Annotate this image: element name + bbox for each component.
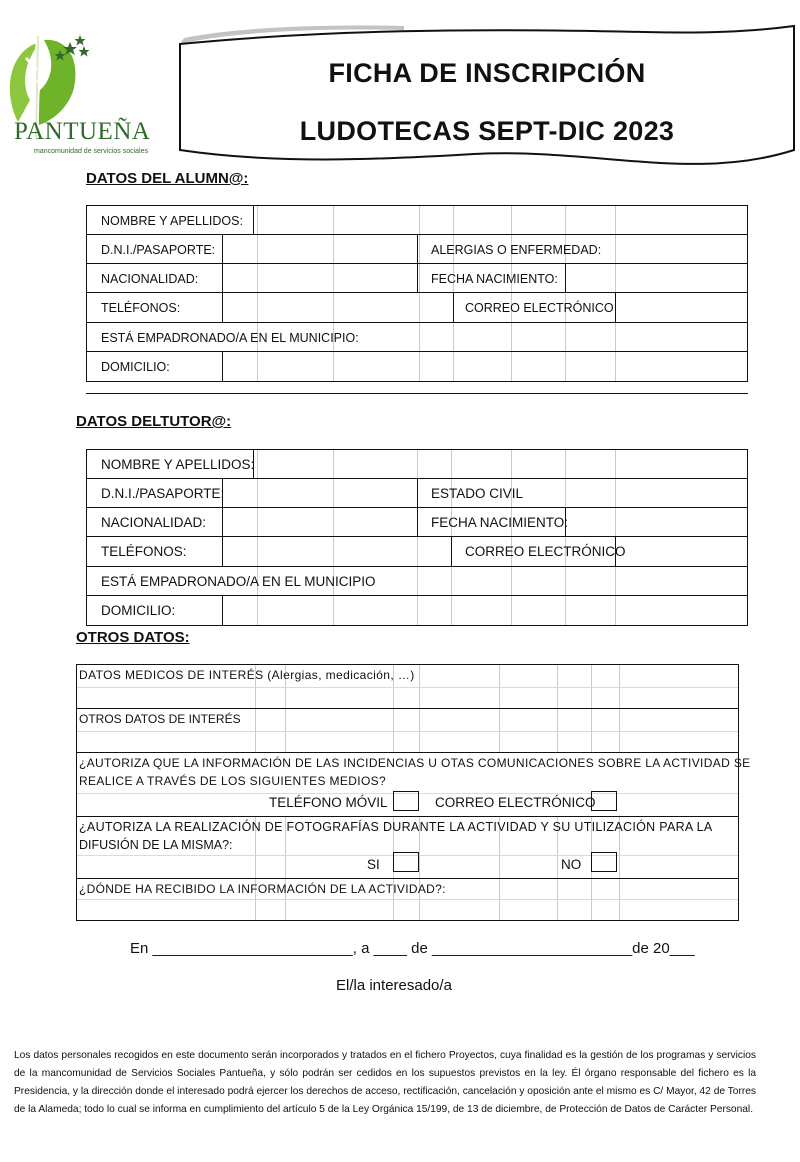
section-divider: [86, 393, 748, 394]
label-autoriza-medios-2: REALICE A TRAVÉS DE LOS SIGUIENTES MEDIOS?: [79, 774, 387, 788]
alumno-row-dni: [87, 235, 747, 264]
tutor-heading: DATOS DELTUTOR@:: [76, 413, 232, 430]
checkbox-no[interactable]: [591, 852, 617, 872]
page-subtitle: LUDOTECAS SEPT-DIC 2023: [299, 116, 675, 146]
page-title: FICHA DE INSCRIPCIÓN: [328, 58, 646, 88]
otros-heading: OTROS DATOS:: [76, 629, 190, 646]
label-dni: D.N.I./PASAPORTE:: [101, 486, 225, 501]
alumno-row-nacionalidad: [87, 264, 747, 293]
tutor-row-nacionalidad: [87, 508, 747, 537]
label-si: SI: [367, 857, 380, 872]
label-fecha-nacimiento: FECHA NACIMIENTO:: [431, 515, 569, 530]
label-nombre: NOMBRE Y APELLIDOS:: [101, 457, 255, 472]
alumno-table: [86, 205, 748, 382]
alumno-row-domicilio: [87, 352, 747, 381]
tutor-row-dni: [87, 479, 747, 508]
label-otros-interes: OTROS DATOS DE INTERÉS: [79, 712, 241, 726]
otros-row-medios: [77, 753, 751, 817]
privacy-notice: Los datos personales recogidos en este documento serán incorporados y tratados en el fichero Proyectos, cuya finalidad es la gestión de los programas y servicios de la mancomunidad de Servicios Sociales Pantueña, y sólo podrán ser cedidos en los supuestos previstos en la ley. Él órgano responsable del fichero es la Presidencia, y la dirección donde el interesado podrá ejercer los derechos de acceso, rectificación, cancelación y oposición ante el mismo es C/ Mayor, 42 de Torres de la Alameda; todo lo cual se informa en cumplimiento del artículo 5 de la Ley Orgánica 15/199, de 13 de diciembre, de Protección de Datos de Carácter Personal.: [14, 1050, 756, 1115]
alumno-row-nombre: [87, 206, 747, 235]
label-domicilio: DOMICILIO:: [101, 603, 176, 618]
logo-tagline: mancomunidad de servicios sociales: [34, 148, 148, 155]
label-donde-informacion: ¿DÓNDE HA RECIBIDO LA INFORMACIÓN DE LA ACTIVIDAD?:: [79, 882, 446, 896]
tutor-row-telefonos: [87, 537, 747, 567]
label-autoriza-fotos-1: ¿AUTORIZA LA REALIZACIÓN DE FOTOGRAFÍAS DURANTE LA ACTIVIDAD Y SU UTILIZACIÓN PARA LA: [79, 820, 713, 834]
signature-label: El/la interesado/a: [336, 977, 452, 994]
checkbox-correo-electronico[interactable]: [591, 791, 617, 811]
label-domicilio: DOMICILIO:: [101, 360, 170, 374]
label-correo: CORREO ELECTRÓNICO: [465, 544, 626, 559]
alumno-row-empadronado: [87, 323, 747, 352]
tutor-row-empadronado: [87, 567, 747, 596]
label-estado-civil: ESTADO CIVIL: [431, 486, 524, 501]
label-autoriza-fotos-2: DIFUSIÓN DE LA MISMA?:: [79, 838, 233, 852]
tutor-row-nombre: [87, 450, 747, 479]
label-fecha-nacimiento: FECHA NACIMIENTO:: [431, 272, 558, 286]
label-empadronado: ESTÁ EMPADRONADO/A EN EL MUNICIPIO:: [101, 331, 359, 345]
label-nacionalidad: NACIONALIDAD:: [101, 272, 199, 286]
label-empadronado: ESTÁ EMPADRONADO/A EN EL MUNICIPIO: [101, 574, 376, 589]
alumno-row-telefonos: [87, 293, 747, 323]
alumno-heading: DATOS DEL ALUMN@:: [86, 170, 249, 187]
label-no: NO: [561, 857, 582, 872]
label-telefonos: TELÉFONOS:: [101, 301, 181, 315]
label-nacionalidad: NACIONALIDAD:: [101, 515, 207, 530]
otros-row-interes: [77, 709, 738, 753]
label-autoriza-medios-1: ¿AUTORIZA QUE LA INFORMACIÓN DE LAS INCIDENCIAS U OTAS COMUNICACIONES SOBRE LA ACTIVIDAD SE: [79, 756, 751, 770]
tutor-table: [86, 449, 748, 626]
label-correo-electronico: CORREO ELECTRÓNICO: [435, 795, 596, 810]
otros-table: [76, 664, 751, 921]
label-telefono-movil: TELÉFONO MÓVIL: [269, 795, 388, 810]
label-alergias: ALERGIAS O ENFERMEDAD:: [431, 243, 602, 257]
otros-row-donde: [77, 879, 738, 920]
otros-row-fotos: [77, 817, 738, 879]
checkbox-telefono-movil[interactable]: [393, 791, 419, 811]
logo-brand: PANTUEÑA: [14, 118, 151, 145]
label-telefonos: TELÉFONOS:: [101, 544, 187, 559]
label-datos-medicos: DATOS MEDICOS DE INTERÉS (Alergias, medicación, …): [79, 668, 415, 682]
tutor-row-domicilio: [87, 596, 747, 625]
place-date-line: En ________________________, a ____ de ________________________de 20___: [130, 940, 695, 957]
title-banner: [174, 22, 800, 172]
checkbox-si[interactable]: [393, 852, 419, 872]
label-nombre: NOMBRE Y APELLIDOS:: [101, 214, 243, 228]
label-dni: D.N.I./PASAPORTE:: [101, 243, 216, 257]
label-correo: CORREO ELECTRÓNICO: [465, 301, 614, 315]
otros-row-medicos: [77, 665, 738, 709]
